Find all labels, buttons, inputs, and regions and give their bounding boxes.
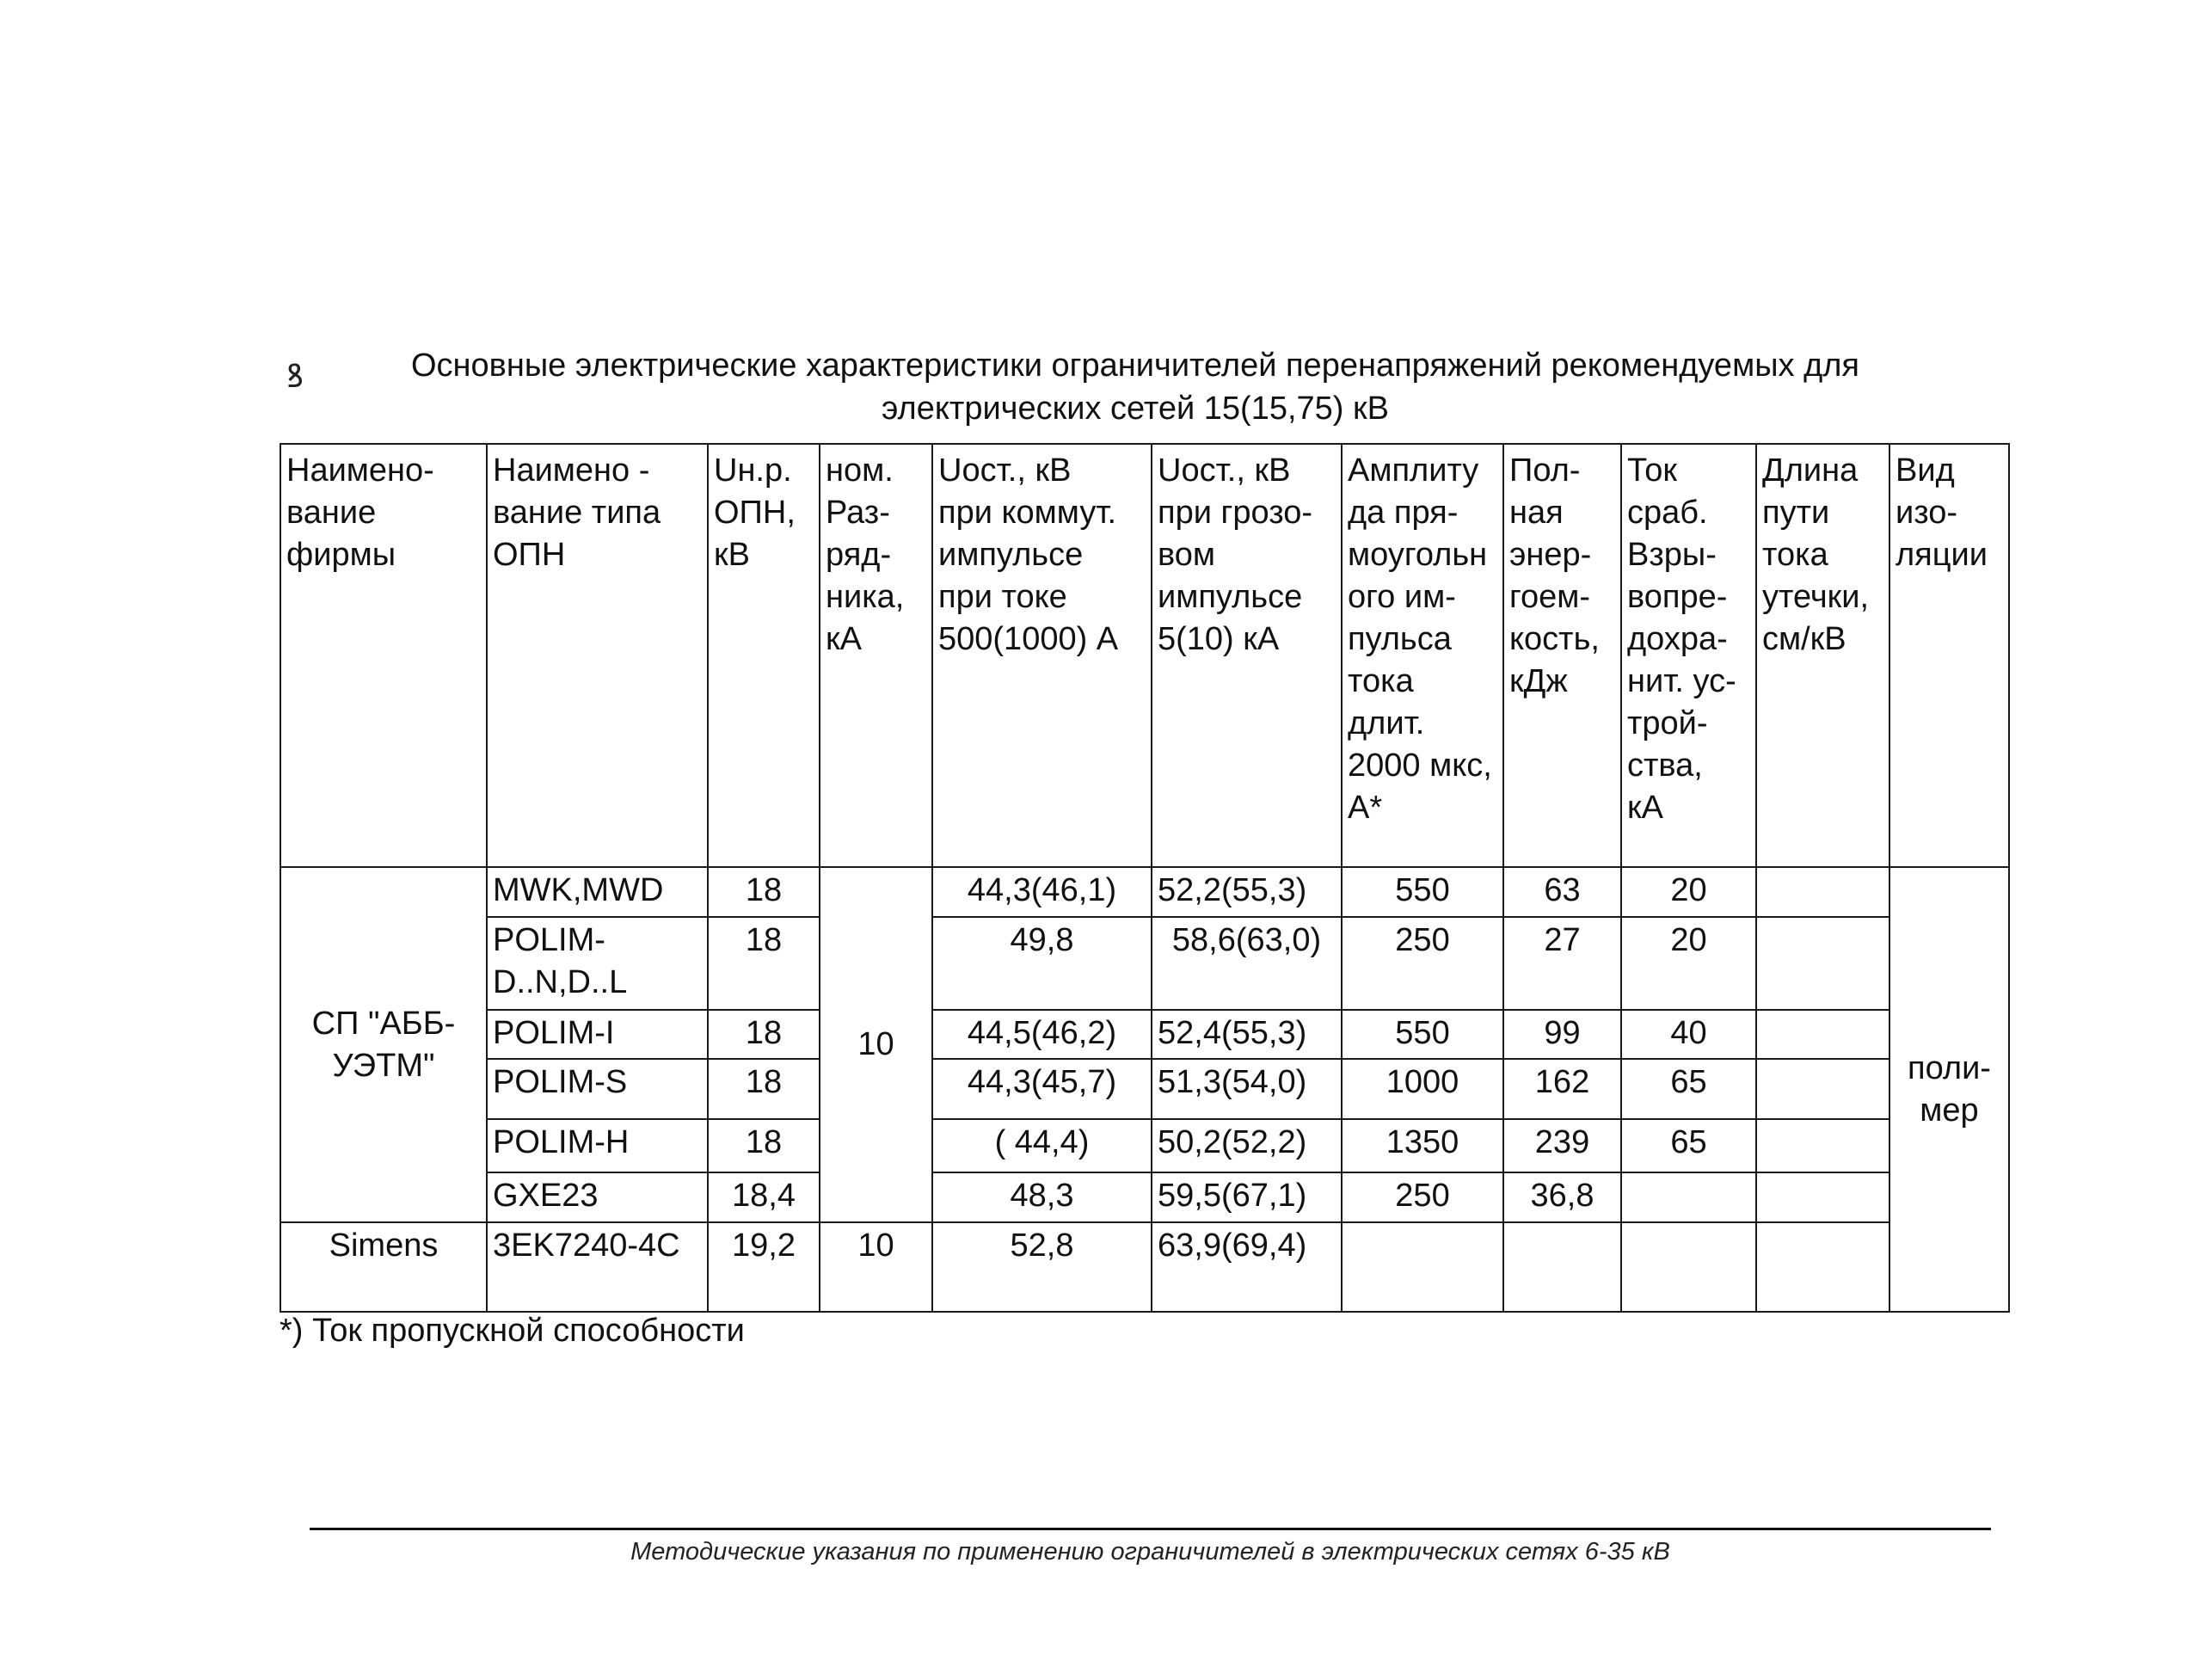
creepage-cell — [1756, 917, 1889, 1010]
header-insulation-type: Вид изо- ляции — [1889, 444, 2009, 867]
trip-current-cell: 20 — [1621, 917, 1756, 1010]
energy-cell: 63 — [1503, 867, 1621, 917]
energy-cell: 99 — [1503, 1010, 1621, 1059]
trip-current-cell: 65 — [1621, 1119, 1756, 1172]
discharge-current-cell: 10 — [820, 1222, 932, 1312]
creepage-cell — [1756, 867, 1889, 917]
type-cell: POLIM-I — [487, 1010, 708, 1059]
energy-cell: 36,8 — [1503, 1172, 1621, 1222]
rated-voltage-cell: 19,2 — [708, 1222, 820, 1312]
header-arrester-type: Наимено - вание типа ОПН — [487, 444, 708, 867]
amplitude-cell: 250 — [1342, 1172, 1503, 1222]
table-row — [280, 1172, 2009, 1222]
amplitude-cell: 250 — [1342, 917, 1503, 1010]
lightning-voltage-cell: 52,4(55,3) — [1152, 1010, 1342, 1059]
header-discharge-current: ном. Раз- ряд- ника, кА — [820, 444, 932, 867]
switching-voltage-cell: 52,8 — [932, 1222, 1152, 1312]
type-cell: GXE23 — [487, 1172, 708, 1222]
switching-voltage-cell: 49,8 — [932, 917, 1152, 1010]
energy-cell: 27 — [1503, 917, 1621, 1010]
trip-current-cell — [1621, 1222, 1756, 1312]
footer-text: Методические указания по применению ограничителей в электрических сетях 6-35 кВ — [630, 1538, 1670, 1566]
trip-current-cell: 65 — [1621, 1059, 1756, 1119]
table-row — [280, 1119, 2009, 1172]
lightning-voltage-cell: 58,6(63,0) — [1152, 917, 1342, 1010]
rated-voltage-cell: 18,4 — [708, 1172, 820, 1222]
creepage-cell — [1756, 1172, 1889, 1222]
rated-voltage-cell: 18 — [708, 1010, 820, 1059]
amplitude-cell: 550 — [1342, 1010, 1503, 1059]
amplitude-cell: 550 — [1342, 867, 1503, 917]
table-row — [280, 867, 2009, 917]
firm-siemens-cell: Simens — [280, 1222, 487, 1312]
rated-voltage-cell: 18 — [708, 867, 820, 917]
header-rectangular-impulse-amplitude: Амплиту да пря- моугольн ого им- пульса тока длит. 2000 мкс, А* — [1342, 444, 1503, 867]
firm-abb-cell: СП "АББ- УЭТМ" — [280, 867, 487, 1222]
type-cell: POLIM-H — [487, 1119, 708, 1172]
amplitude-cell: 1000 — [1342, 1059, 1503, 1119]
header-rated-voltage: Uн.р. ОПН, кВ — [708, 444, 820, 867]
rated-voltage-cell: 18 — [708, 917, 820, 1010]
header-pressure-relief-current: Ток сраб. Взры- вопре- дохра- нит. ус- трой- ства, кА — [1621, 444, 1756, 867]
creepage-cell — [1756, 1059, 1889, 1119]
switching-voltage-cell: 44,5(46,2) — [932, 1010, 1152, 1059]
type-cell: MWK,MWD — [487, 867, 708, 917]
lightning-voltage-cell: 59,5(67,1) — [1152, 1172, 1342, 1222]
switching-voltage-cell: 44,3(46,1) — [932, 867, 1152, 917]
trip-current-cell: 20 — [1621, 867, 1756, 917]
lightning-voltage-cell: 52,2(55,3) — [1152, 867, 1342, 917]
table-row — [280, 1059, 2009, 1119]
energy-cell: 239 — [1503, 1119, 1621, 1172]
header-switching-residual-voltage: Uост., кВ при коммут. импульсе при токе 500(1000) А — [932, 444, 1152, 867]
amplitude-cell: 1350 — [1342, 1119, 1503, 1172]
header-lightning-residual-voltage: Uост., кВ при грозо- вом импульсе 5(10) кА — [1152, 444, 1342, 867]
energy-cell: 162 — [1503, 1059, 1621, 1119]
type-cell: POLIM-S — [487, 1059, 708, 1119]
header-energy-capacity: Пол- ная энер- гоем- кость, кДж — [1503, 444, 1621, 867]
table-title-line-2: электрических сетей 15(15,75) кВ — [882, 391, 1389, 427]
trip-current-cell — [1621, 1172, 1756, 1222]
header-creepage-distance: Длина пути тока утечки, см/кВ — [1756, 444, 1889, 867]
table-row — [280, 1222, 2009, 1312]
creepage-cell — [1756, 1010, 1889, 1059]
footer-divider — [310, 1528, 1991, 1530]
table-row — [280, 1010, 2009, 1059]
switching-voltage-cell: ( 44,4) — [932, 1119, 1152, 1172]
type-cell: POLIM- D..N,D..L — [487, 917, 708, 1010]
trip-current-cell: 40 — [1621, 1010, 1756, 1059]
creepage-cell — [1756, 1222, 1889, 1312]
table-title-line-1: Основные электрические характеристики ограничителей перенапряжений рекомендуемых для — [411, 348, 1859, 384]
arrester-characteristics-table — [280, 443, 2010, 1313]
type-cell: 3EK7240-4C — [487, 1222, 708, 1312]
page-mark: ꝸ — [286, 359, 304, 395]
amplitude-cell — [1342, 1222, 1503, 1312]
lightning-voltage-cell: 51,3(54,0) — [1152, 1059, 1342, 1119]
lightning-voltage-cell: 50,2(52,2) — [1152, 1119, 1342, 1172]
footnote: *) Ток пропускной способности — [280, 1313, 745, 1349]
switching-voltage-cell: 48,3 — [932, 1172, 1152, 1222]
rated-voltage-cell: 18 — [708, 1119, 820, 1172]
table-row — [280, 917, 2009, 1010]
energy-cell — [1503, 1222, 1621, 1312]
table-title — [370, 344, 1901, 430]
rated-voltage-cell: 18 — [708, 1059, 820, 1119]
switching-voltage-cell: 44,3(45,7) — [932, 1059, 1152, 1119]
insulation-shared-cell: поли- мер — [1889, 867, 2009, 1312]
lightning-voltage-cell: 63,9(69,4) — [1152, 1222, 1342, 1312]
creepage-cell — [1756, 1119, 1889, 1172]
discharge-current-shared-cell: 10 — [820, 867, 932, 1222]
header-firm-name: Наимено- вание фирмы — [280, 444, 487, 867]
table-header-row — [280, 444, 2009, 867]
